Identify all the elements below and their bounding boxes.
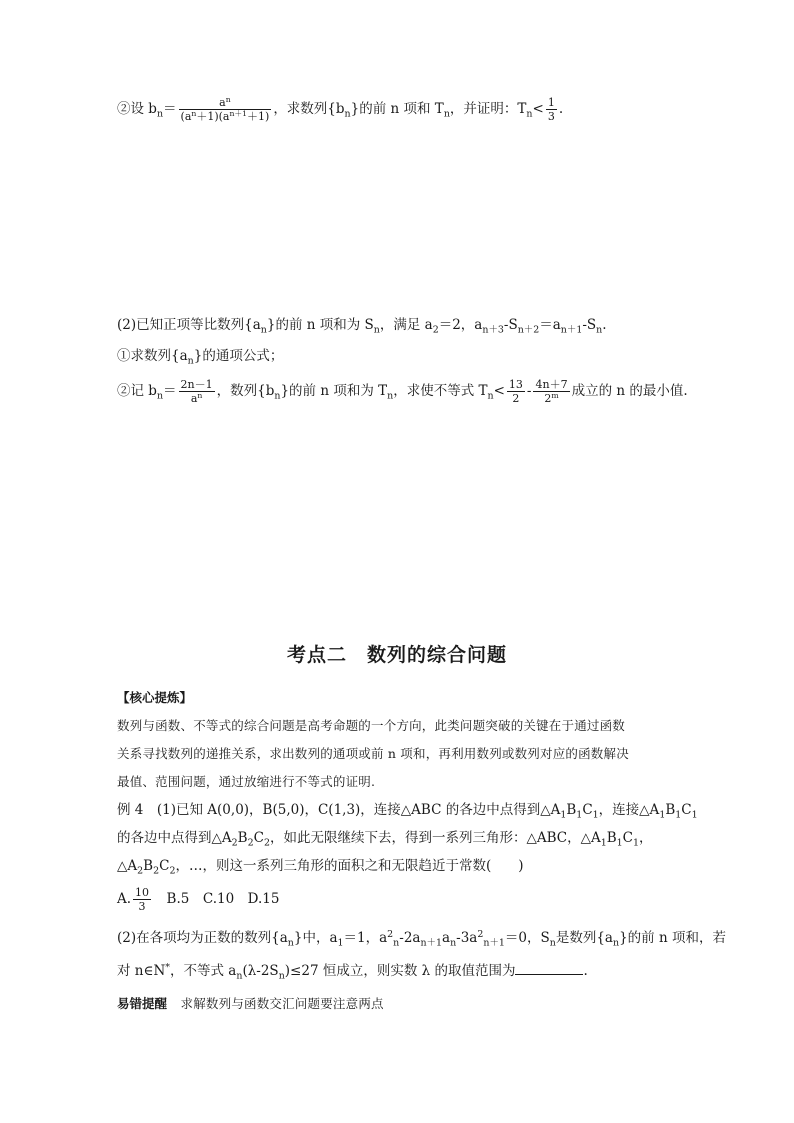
example-line-6: 对 n∈N*，不等式 $a_n(\lambda-2S_n)\le 27$ 恒成立，则实数 λ 的取值范围为 . bbox=[117, 961, 588, 982]
tip-label: 易错提醒 bbox=[117, 996, 168, 1011]
option-a-fraction: $\frac{10}{3}$ bbox=[135, 886, 150, 913]
one-third-fraction: $\frac{1}{3}$ bbox=[547, 96, 555, 123]
example-line-5: (2)在各项均为正数的数列$\{a_n\}$中，$a_1=1$，$a^2_n-2a_{n+1}a_n-3a^2_{n+1}=0$，$S_n$是数列$\{a_n\}$的前 n 项和，若 bbox=[117, 928, 726, 949]
core-line-1: 数列与函数、不等式的综合问题是高考命题的一个方向，此类问题突破的关键在于通过函数 bbox=[117, 718, 626, 733]
bn-fraction: $\frac{a^n}{(a^n+1)(a^{n+1}+1)}$ bbox=[180, 94, 270, 123]
answer-blank[interactable] bbox=[515, 962, 583, 975]
example-line-2: 的各边中点得到$\triangle A_2B_2C_2$，如此无限继续下去，得到一系列三角形：△ABC，$\triangle A_1B_1C_1$， bbox=[117, 830, 653, 849]
p2-q2-line: ②记 $b_n=$ $\frac{2n-1}{a^n}$ ，数列$\{b_n\}$的前 n 项和为 $T_n$，求使不等式 $T_n<$ $\frac{13}{2}$ - $\frac{4n+7}{2^m}$ 成立的 n 的最小值. bbox=[117, 378, 688, 405]
core-line-3: 最值、范围问题，通过放缩进行不等式的证明. bbox=[117, 774, 376, 789]
bn2-fraction: $\frac{2n-1}{a^n}$ bbox=[180, 378, 213, 405]
answer-options: A. $\frac{10}{3}$ B.5 C.10 D.15 bbox=[117, 886, 280, 913]
thirteen-halves-fraction: $\frac{13}{2}$ bbox=[508, 378, 523, 405]
q2-part2-line: ②设 $b_n=$ $\frac{a^n}{(a^n+1)(a^{n+1}+1)}$ ，求数列$\{b_n\}$的前 n 项和 $T_n$，并证明：$T_n<$ $\frac{1}{3}$ . bbox=[117, 94, 564, 123]
core-line-2: 关系寻找数列的递推关系，求出数列的通项或前 n 项和，再利用数列或数列对应的函数解决 bbox=[117, 746, 629, 761]
p2-q1-line: ①求数列$\{a_n\}$的通项公式； bbox=[117, 348, 284, 367]
example-line-3: $\triangle A_2B_2C_2$，…，则这一系列三角形的面积之和无限趋近于常数( ) bbox=[117, 858, 524, 877]
p2-intro-line: (2)已知正项等比数列$\{a_n\}$的前 n 项和为 $S_n$，满足 $a_2=2$，$a_{n+3}-S_{n+2}=a_{n+1}-S_n$. bbox=[117, 317, 607, 336]
tip-text: 求解数列与函数交汇问题要注意两点 bbox=[180, 996, 384, 1011]
section-title: 考点二 数列的综合问题 bbox=[286, 644, 507, 666]
example-line-1: 例 4 (1)已知 A(0,0)，B(5,0)，C(1,3)，连接△ABC 的各边中点得到$\triangle A_1B_1C_1$，连接$\triangle A_1B_1C_1$ bbox=[117, 802, 698, 821]
core-label: 【核心提炼】 bbox=[117, 690, 193, 705]
tip-line bbox=[117, 995, 384, 1013]
ratio-fraction: $\frac{4n+7}{2^m}$ bbox=[535, 378, 568, 405]
